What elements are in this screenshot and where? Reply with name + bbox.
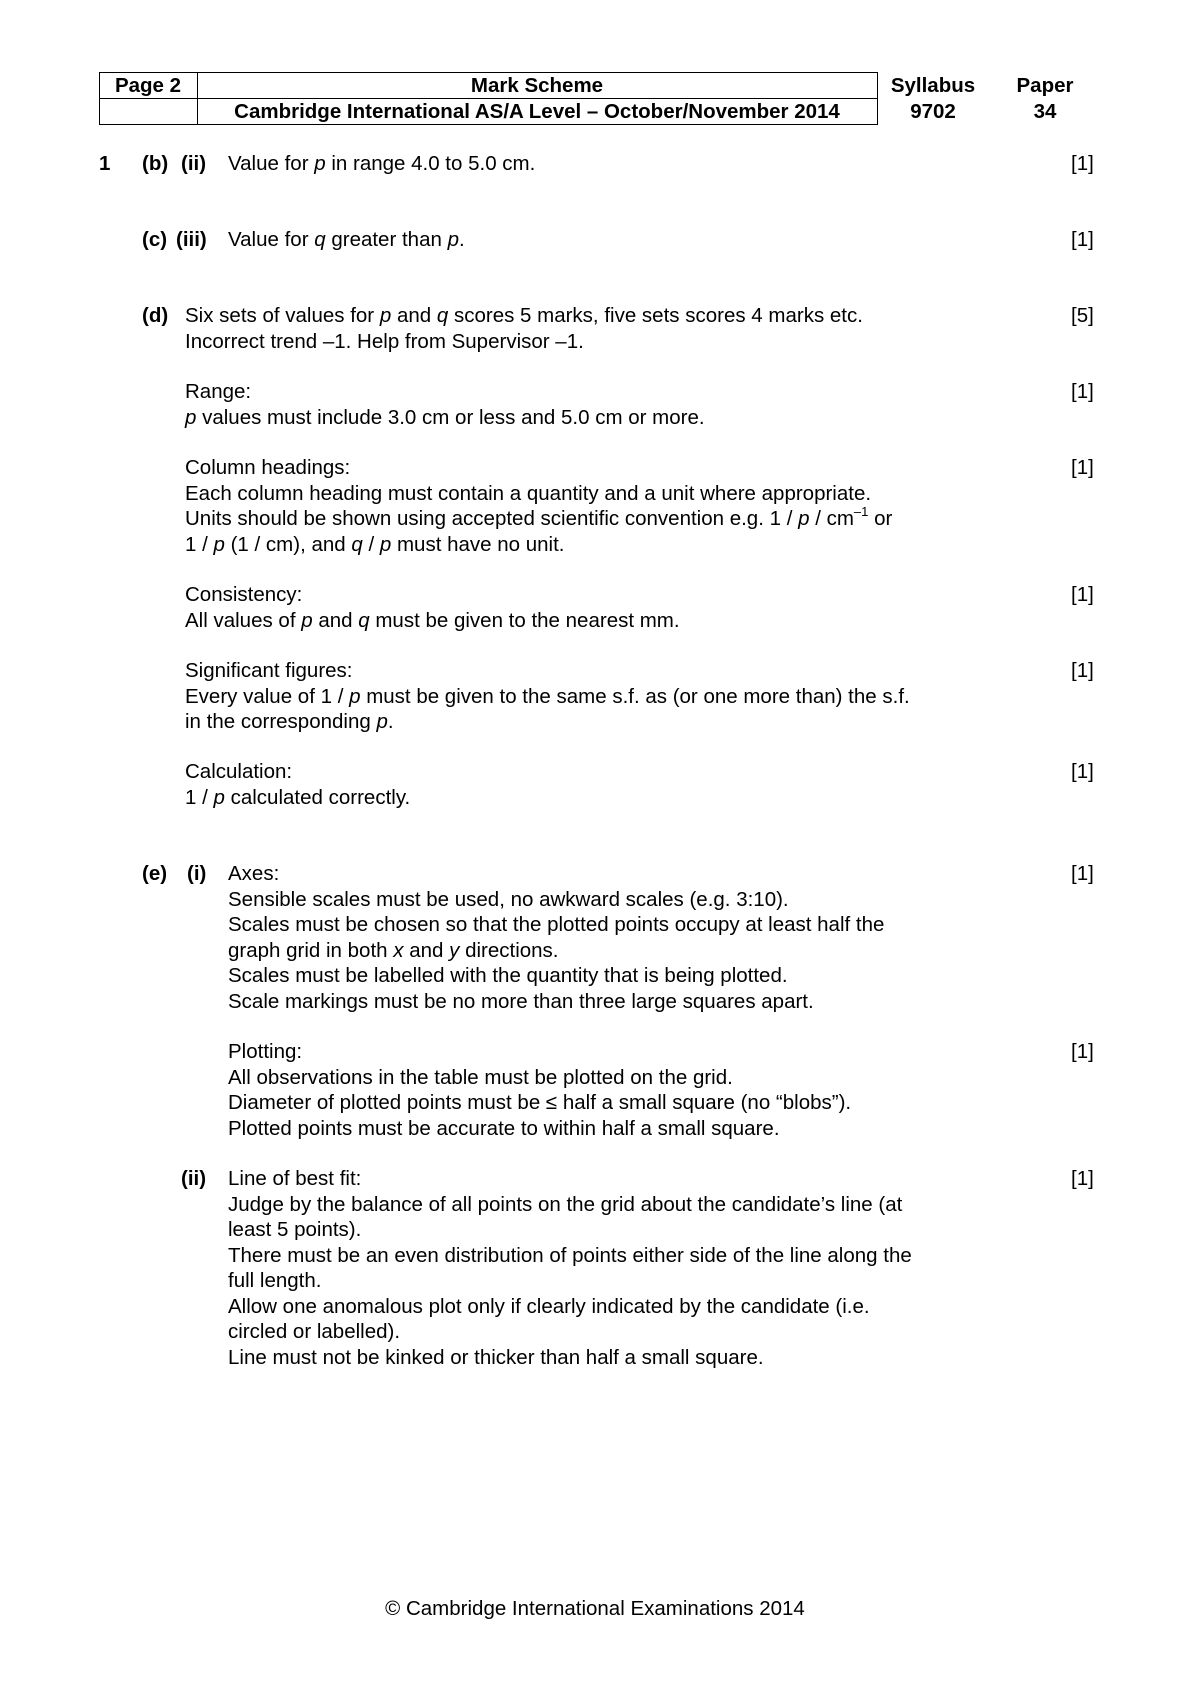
consistency-text: All values of p and q must be given to the nearest mm. xyxy=(185,608,680,632)
part-b-sub-label: (ii) xyxy=(181,152,207,175)
part-c-mark: [1] xyxy=(1071,228,1094,251)
page-subtitle: Cambridge International AS/A Level – October/November 2014 xyxy=(234,100,840,123)
line-of-best-fit-line-5: Allow one anomalous plot only if clearly indicated by the candidate (i.e. xyxy=(228,1294,870,1318)
column-headings-line-1: Each column heading must contain a quantity and a unit where appropriate. xyxy=(185,481,872,505)
part-b-mark: [1] xyxy=(1071,152,1094,175)
header-right-border xyxy=(877,72,878,124)
line-of-best-fit-line-6: circled or labelled). xyxy=(228,1320,401,1343)
significant-figures-criterion xyxy=(185,658,910,735)
part-e-sub-i-label: (i) xyxy=(187,862,207,885)
significant-figures-line-2: in the corresponding p. xyxy=(185,710,394,733)
line-of-best-fit-line-4: full length. xyxy=(228,1269,322,1292)
part-d-intro-line-2: Incorrect trend –1. Help from Supervisor –1. xyxy=(185,329,584,353)
column-headings-line-2: Units should be shown using accepted scientific convention e.g. 1 / p / $cm^{-1}$ or xyxy=(185,504,893,530)
part-c-sub-label: (iii) xyxy=(176,228,207,251)
plotting-line-1: All observations in the table must be plotted on the grid. xyxy=(228,1065,733,1089)
line-of-best-fit-line-3: There must be an even distribution of points either side of the line along the xyxy=(228,1243,912,1267)
plotting-criterion xyxy=(228,1039,851,1141)
paper-number: 34 xyxy=(1033,100,1057,123)
calculation-text: 1 / p calculated correctly. xyxy=(185,785,411,809)
plotting-mark: [1] xyxy=(1071,1040,1094,1063)
part-d-intro xyxy=(185,303,863,354)
axes-title: Axes: xyxy=(228,862,280,885)
axes-line-3: graph grid in both x and y directions. xyxy=(228,938,559,962)
page-title: Mark Scheme xyxy=(470,74,604,97)
axes-line-5: Scale markings must be no more than three large squares apart. xyxy=(228,989,814,1013)
part-e-sub-ii-label: (ii) xyxy=(181,1167,207,1190)
page-number: Page 2 xyxy=(114,74,182,97)
syllabus-code: 9702 xyxy=(910,100,956,123)
column-headings-mark: [1] xyxy=(1071,456,1094,479)
calculation-criterion xyxy=(185,759,410,810)
line-of-best-fit-line-7: Line must not be kinked or thicker than half a small square. xyxy=(228,1345,764,1369)
part-b-label: (b) xyxy=(142,152,169,175)
column-headings-criterion xyxy=(185,455,892,557)
range-title: Range: xyxy=(185,380,252,403)
axes-line-1: Sensible scales must be used, no awkward scales (e.g. 3:10). xyxy=(228,887,789,911)
consistency-title: Consistency: xyxy=(185,583,303,606)
copyright-footer: © Cambridge International Examinations 2014 xyxy=(385,1597,805,1620)
question-number: 1 xyxy=(99,152,111,175)
line-of-best-fit-title: Line of best fit: xyxy=(228,1167,362,1190)
plotting-line-2: Diameter of plotted points must be ≤ half a small square (no “blobs”). xyxy=(228,1091,852,1114)
part-c-label: (c) xyxy=(142,228,168,251)
part-c-text: Value for q greater than p. xyxy=(228,228,465,251)
part-b-text: Value for p in range 4.0 to 5.0 cm. xyxy=(228,152,536,175)
column-headings-line-3: 1 / p (1 / cm), and q / p must have no unit. xyxy=(185,532,565,556)
consistency-mark: [1] xyxy=(1071,583,1094,606)
part-e-label: (e) xyxy=(142,862,168,885)
axes-criterion xyxy=(228,861,884,1014)
plotting-line-3: Plotted points must be accurate to within half a small square. xyxy=(228,1116,780,1140)
line-of-best-fit-line-1: Judge by the balance of all points on the grid about the candidate’s line (at xyxy=(228,1192,903,1216)
syllabus-label: Syllabus xyxy=(890,74,976,97)
range-mark: [1] xyxy=(1071,380,1094,403)
range-criterion xyxy=(185,379,705,430)
axes-line-4: Scales must be labelled with the quantity that is being plotted. xyxy=(228,964,788,987)
significant-figures-line-1: Every value of 1 / p must be given to the same s.f. as (or one more than) the s.f. xyxy=(185,684,910,708)
range-text: p values must include 3.0 cm or less and 5.0 cm or more. xyxy=(185,405,705,429)
axes-line-2: Scales must be chosen so that the plotted points occupy at least half the xyxy=(228,913,885,936)
significant-figures-mark: [1] xyxy=(1071,659,1094,682)
calculation-mark: [1] xyxy=(1071,760,1094,783)
plotting-title: Plotting: xyxy=(228,1040,303,1063)
paper-label: Paper xyxy=(1016,74,1074,97)
line-of-best-fit-mark: [1] xyxy=(1071,1167,1094,1190)
axes-mark: [1] xyxy=(1071,862,1094,885)
line-of-best-fit-line-2: least 5 points). xyxy=(228,1218,362,1241)
part-d-label: (d) xyxy=(142,304,169,327)
part-d-intro-line-1: Six sets of values for p and q scores 5 marks, five sets scores 4 marks etc. xyxy=(185,304,863,327)
part-d-intro-mark: [5] xyxy=(1071,304,1094,327)
line-of-best-fit-criterion xyxy=(228,1166,912,1370)
significant-figures-title: Significant figures: xyxy=(185,659,353,682)
consistency-criterion xyxy=(185,582,680,633)
calculation-title: Calculation: xyxy=(185,760,293,783)
column-headings-title: Column headings: xyxy=(185,456,351,479)
